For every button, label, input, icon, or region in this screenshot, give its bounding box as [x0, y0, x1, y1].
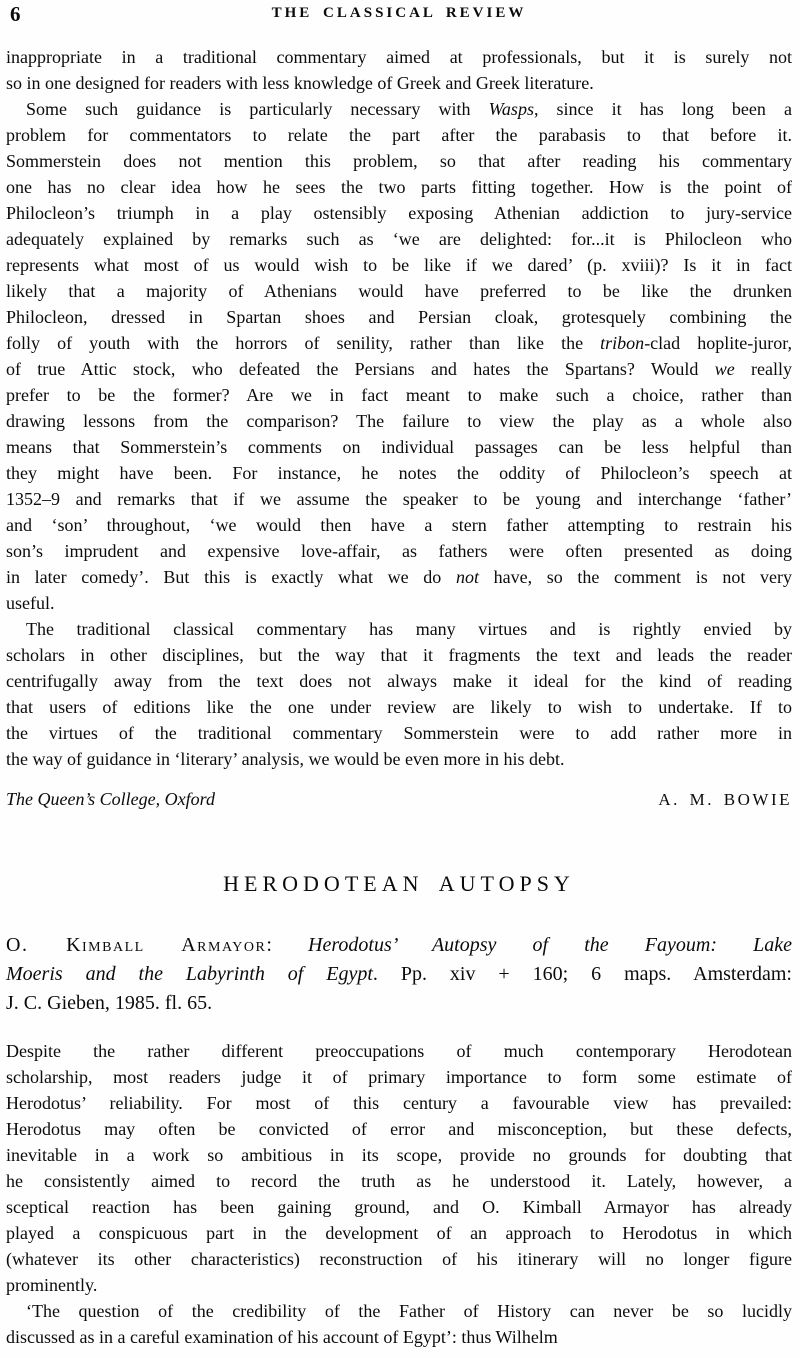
text-line: played a conspicuous part in the development of an approach to Herodotus in which: [6, 1223, 792, 1243]
page-header: [6, 2, 792, 28]
text-line: Herodotus may often be convicted of error and misconception, but these defects,: [6, 1119, 792, 1139]
text-line: adequately explained by remarks such as ‘we are delighted: for...it is Philocleon who: [6, 229, 792, 249]
reviewer-affiliation: The Queen’s College, Oxford: [6, 789, 215, 809]
text-line: Sommerstein does not mention this problem, so that after reading his commentary: [6, 151, 792, 171]
text-line: ‘The question of the credibility of the Father of History can never be so lucidly: [26, 1301, 792, 1321]
section-heading: HERODOTEAN AUTOPSY: [223, 871, 575, 896]
paragraph: [6, 96, 792, 616]
text-line: Despite the rather different preoccupations of much contemporary Herodotean: [6, 1041, 792, 1061]
text-line: the way of guidance in ‘literary’ analysis, we would be even more in his debt.: [6, 749, 565, 769]
paragraph: [6, 1038, 792, 1298]
text-line: and ‘son’ throughout, ‘we would then have a stern father attempting to restrain his: [6, 515, 792, 535]
review-body-second: [6, 1038, 792, 1350]
text-line: that users of editions like the one under review are likely to wish to undertake. If to: [6, 697, 792, 717]
text-line: useful.: [6, 593, 55, 613]
text-line: Philocleon’s triumph in a play ostensibly exposing Athenian addiction to jury-service: [6, 203, 792, 223]
text-line: son’s imprudent and expensive love-affair, as fathers were often presented as doing: [6, 541, 792, 561]
text-line: O. Kimball Armayor: Herodotus’ Autopsy of the Fayoum: Lake: [6, 934, 793, 956]
text-line: Philocleon, dressed in Spartan shoes and Persian cloak, grotesquely combining the: [6, 307, 792, 327]
text-line: sceptical reaction has been gaining ground, and O. Kimball Armayor has already: [6, 1197, 792, 1217]
journal-title: THE CLASSICAL REVIEW: [271, 5, 527, 21]
text-line: in later comedy’. But this is exactly what we do not have, so the comment is not very: [6, 567, 792, 587]
text-line: he consistently aimed to record the truth as he understood it. Lately, however, a: [6, 1171, 792, 1191]
reviewer-name: A. M. BOWIE: [658, 790, 792, 809]
text-line: represents what most of us would wish to be like if we dared’ (p. xviii)? Is it in fact: [6, 255, 792, 275]
review-signoff: [6, 786, 792, 813]
text-line: Herodotus’ reliability. For most of this century a favourable view has prevailed:: [6, 1093, 792, 1113]
text-line: one has no clear idea how he sees the two parts fitting together. How is the point of: [6, 177, 792, 197]
text-line: Some such guidance is particularly necessary with Wasps, since it has long been a: [26, 99, 792, 119]
text-line: so in one designed for readers with less knowledge of Greek and Greek literature.: [6, 73, 594, 93]
paragraph: [6, 1298, 792, 1350]
text-line: inappropriate in a traditional commentary aimed at professionals, but it is surely not: [6, 47, 792, 67]
review-body-first: [6, 44, 792, 772]
text-line: prominently.: [6, 1275, 98, 1295]
text-line: prefer to be the former? Are we in fact meant to make such a choice, rather than: [6, 385, 792, 405]
text-line: of true Attic stock, who defeated the Persians and hates the Spartans? Would we really: [6, 359, 792, 379]
text-line: Moeris and the Labyrinth of Egypt. Pp. xiv + 160; 6 maps. Amsterdam:: [6, 963, 792, 985]
text-line: inevitable in a work so ambitious in its scope, provide no grounds for doubting that: [6, 1145, 792, 1165]
text-line: (whatever its other characteristics) reconstruction of his itinerary will no longer figure: [6, 1249, 792, 1269]
text-line: 1352–9 and remarks that if we assume the speaker to be young and interchange ‘father’: [6, 489, 792, 509]
text-line: centrifugally away from the text does not always make it ideal for the kind of reading: [6, 671, 792, 691]
page-number: 6: [10, 2, 21, 26]
text-line: The traditional classical commentary has many virtues and is rightly envied by: [26, 619, 792, 639]
paragraph: [6, 44, 792, 96]
text-line: scholars in other disciplines, but the way that it fragments the text and leads the reader: [6, 645, 792, 665]
paragraph: [6, 931, 792, 1018]
text-line: folly of youth with the horrors of senility, rather than like the tribon-clad hoplite-juror,: [6, 333, 792, 353]
text-line: drawing lessons from the comparison? The failure to view the play as a whole also: [6, 411, 792, 431]
text-line: problem for commentators to relate the part after the parabasis to that before it.: [6, 125, 792, 145]
paragraph: [6, 616, 792, 772]
text-line: scholarship, most readers judge it of primary importance to form some estimate of: [6, 1067, 792, 1087]
text-line: means that Sommerstein’s comments on individual passages can be less helpful than: [6, 437, 792, 457]
text-line: likely that a majority of Athenians would have preferred to be like the drunken: [6, 281, 792, 301]
text-line: they might have been. For instance, he notes the oddity of Philocleon’s speech at: [6, 463, 792, 483]
text-line: the virtues of the traditional commentary Sommerstein were to add rather more in: [6, 723, 792, 743]
book-citation: [6, 931, 792, 1018]
text-line: J. C. Gieben, 1985. fl. 65.: [6, 992, 213, 1014]
text-line: discussed as in a careful examination of his account of Egypt’: thus Wilhelm: [6, 1327, 558, 1347]
